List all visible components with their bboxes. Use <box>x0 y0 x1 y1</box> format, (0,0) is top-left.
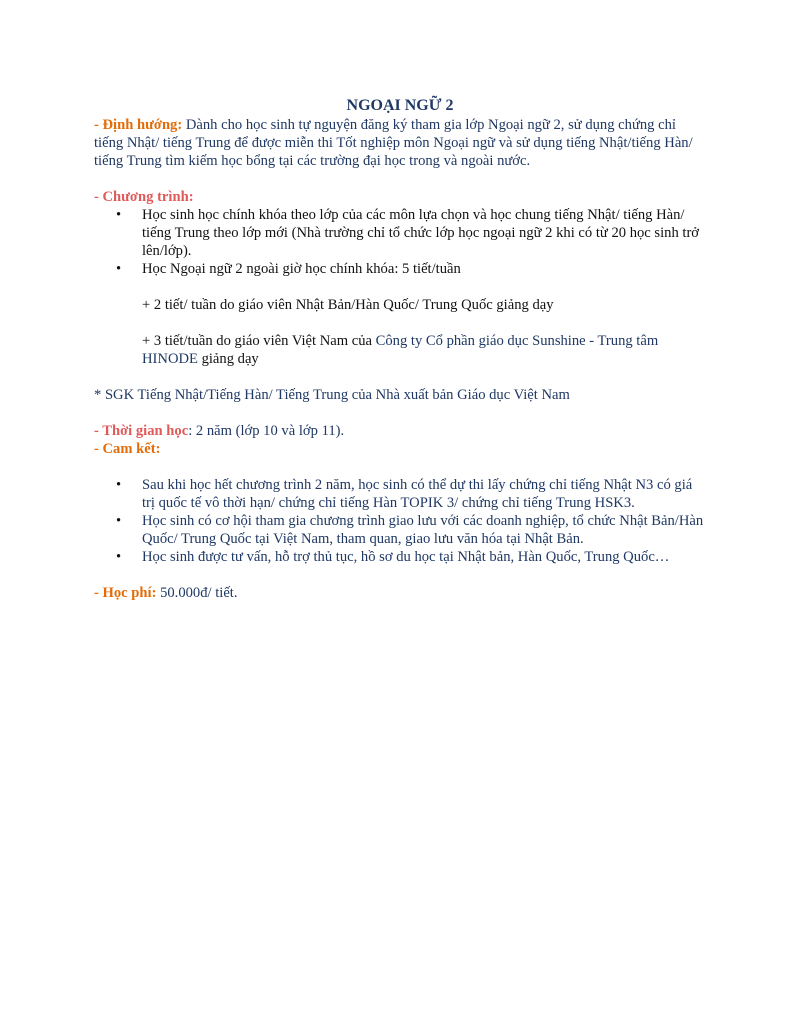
company-name: Công ty Cổ phần giáo dục Sunshine - Trung tâm HINODE <box>142 333 659 367</box>
tuition-text: 50.000đ/ tiết. <box>156 585 238 601</box>
commitment-list <box>116 476 706 566</box>
list-item: • Sau khi học hết chương trình 2 năm, học sinh có thể dự thi lấy chứng chỉ tiếng Nhật N3 có giá trị quốc tế vô thời hạn/ chứng chỉ tiếng Hàn TOPIK 3/ chứng chỉ tiếng Trung HSK3. <box>116 476 706 512</box>
list-item: • Học sinh học chính khóa theo lớp của các môn lựa chọn và học chung tiếng Nhật/ tiếng Hàn/ tiếng Trung theo lớp mới (Nhà trường chỉ tổ chức lớp học ngoại ngữ 2 khi có từ 20 học sinh trở lên/lớp). <box>116 206 706 260</box>
commitment-label: - Cam kết: <box>94 441 161 457</box>
list-item: • Học sinh có cơ hội tham gia chương trình giao lưu với các doanh nghiệp, tổ chức Nhật Bản/Hàn Quốc/ Trung Quốc tại Việt Nam, tham quan, giao lưu văn hóa tại Nhật Bản. <box>116 512 706 548</box>
orientation-paragraph <box>94 116 706 170</box>
document-page <box>94 96 706 602</box>
list-item: • Học Ngoại ngữ 2 ngoài giờ học chính khóa: 5 tiết/tuần <box>116 260 706 278</box>
program-sub-item-vietnamese-teachers <box>142 332 706 368</box>
duration-label: - Thời gian học <box>94 423 189 439</box>
sub-item-text-end: giảng dạy <box>197 351 259 367</box>
list-item: • Học sinh được tư vấn, hỗ trợ thủ tục, hồ sơ du học tại Nhật bản, Hàn Quốc, Trung Quốc… <box>116 548 706 566</box>
sub-item-text-start: + 3 tiết/tuần do giáo viên Việt Nam của <box>142 333 376 349</box>
duration-text: : 2 năm (lớp 10 và lớp 11). <box>188 423 345 439</box>
textbook-note: * SGK Tiếng Nhật/Tiếng Hàn/ Tiếng Trung của Nhà xuất bản Giáo dục Việt Nam <box>94 387 570 403</box>
duration-paragraph <box>94 422 706 440</box>
program-sub-item-foreign-teachers: + 2 tiết/ tuần do giáo viên Nhật Bản/Hàn Quốc/ Trung Quốc giảng dạy <box>142 297 554 313</box>
program-list <box>116 206 706 278</box>
orientation-label: - Định hướng: <box>94 117 183 133</box>
tuition-label: - Học phí: <box>94 585 157 601</box>
tuition-paragraph <box>94 584 706 602</box>
orientation-text: Dành cho học sinh tự nguyện đăng ký tham gia lớp Ngoại ngữ 2, sử dụng chứng chỉ tiếng Nhật/ tiếng Trung để được miễn thi Tốt nghiệp môn Ngoại ngữ và sử dụng tiếng Nhật/tiếng Hàn/ tiếng Trung tìm kiếm học bổng tại các trường đại học trong và ngoài nước. <box>94 117 693 169</box>
program-label: - Chương trình: <box>94 189 194 205</box>
page-title: NGOẠI NGỮ 2 <box>346 97 454 114</box>
